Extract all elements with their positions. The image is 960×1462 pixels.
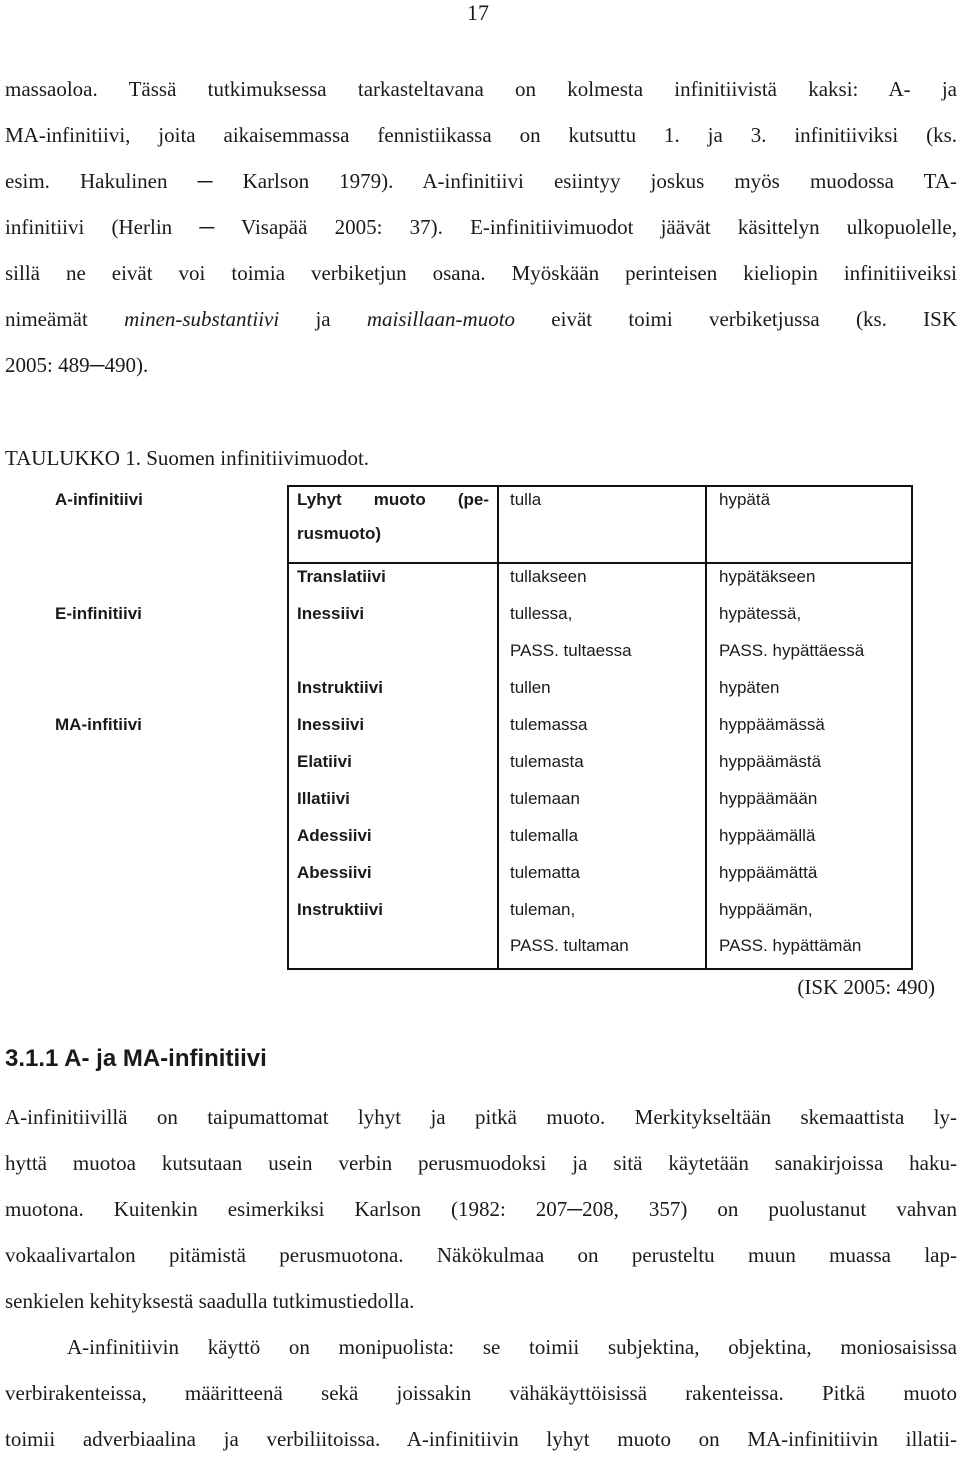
table-cell: hyppäämässä: [719, 715, 825, 734]
text-line: infinitiivi (Herlin ─ Visapää 2005: 37). E-infinitiivimuodot jäävät käsittelyn ulkopuolelle,: [5, 215, 957, 239]
text-line: [5, 296, 957, 342]
row-divider: [289, 562, 911, 564]
table-cell: tulemalla: [510, 826, 579, 845]
text-line: sillä ne eivät voi toimia verbiketjun osana. Myöskään perinteisen kieliopin infinitiiveiksi: [5, 261, 957, 285]
text-line: 2005: 489─490).: [5, 353, 149, 377]
table-cell: hyppäämän,: [719, 900, 813, 919]
table-row-label: Elatiivi: [297, 752, 352, 771]
table-cell: hyppäämättä: [719, 863, 818, 882]
table-cell: tulemassa: [510, 715, 588, 734]
table-cell: hyppäämään: [719, 789, 818, 808]
table-row-label: Inessiivi: [297, 604, 365, 623]
text-line: verbirakenteissa, määritteenä sekä joissakin vähäkäyttöisissä rakenteissa. Pitkä muoto: [5, 1381, 957, 1405]
text-line: A-infinitiivillä on taipumattomat lyhyt ja pitkä muoto. Merkitykseltään skemaattista ly-: [5, 1105, 957, 1129]
table-cell: tulemaan: [510, 789, 580, 808]
text-line: vokaalivartalon pitämistä perusmuotona. Näkökulmaa on perusteltu muun muassa lap-: [5, 1243, 957, 1267]
table-caption: TAULUKKO 1. Suomen infinitiivimuodot.: [5, 446, 370, 470]
text-line: massaoloa. Tässä tutkimuksessa tarkasteltavana on kolmesta infinitiivistä kaksi: A- ja: [5, 77, 957, 101]
table-row-label: Illatiivi: [297, 789, 350, 808]
text-line: esim. Hakulinen ─ Karlson 1979). A-infinitiivi esiintyy joskus myös muodossa TA-: [5, 169, 957, 193]
text-line: A-infinitiivin käyttö on monipuolista: se toimii subjektina, objektina, moniosaisissa: [67, 1335, 957, 1359]
section-heading: 3.1.1 A- ja MA-infinitiivi: [5, 1045, 267, 1072]
table-source-note: (ISK 2005: 490): [797, 975, 935, 999]
table-cell: tullakseen: [510, 567, 587, 586]
text-line: MA-infinitiivi, joita aikaisemmassa fennistiikassa on kutsuttu 1. ja 3. infinitiiviksi (ks.: [5, 123, 957, 147]
table-cell: tullessa,: [510, 604, 573, 623]
group-label-e-infinitive: E-infinitiivi: [55, 604, 142, 623]
text-line: hyttä muotoa kutsutaan usein verbin perusmuodoksi ja sitä käytetään sanakirjoissa haku-: [5, 1151, 957, 1175]
table-row-label: Instruktiivi: [297, 678, 383, 697]
table-cell: hyppäämällä: [719, 826, 816, 845]
table-cell: tuleman,: [510, 900, 576, 919]
group-label-ma-infinitive: MA-infitiivi: [55, 715, 142, 734]
table-cell: hypätä: [719, 490, 771, 509]
text-segment: eivät toimi verbiketjussa (ks. ISK: [515, 307, 957, 331]
table-row-label: Inessiivi: [297, 715, 365, 734]
text-line: toimii adverbiaalina ja verbiliitoissa. A-infinitiivin lyhyt muoto on MA-infinitiivin illatii-: [5, 1427, 957, 1451]
body-paragraph: [5, 1094, 957, 1324]
table-cell: PASS. hypättäessä: [719, 641, 865, 660]
table-cell: tulematta: [510, 863, 580, 882]
table-cell: PASS. tultaessa: [510, 641, 632, 660]
table-row-label: Translatiivi: [297, 567, 386, 586]
table-cell: tullen: [510, 678, 551, 697]
page-number: 17: [467, 0, 489, 25]
table-cell: hyppäämästä: [719, 752, 822, 771]
table-cell: tulla: [510, 490, 542, 509]
table-row-label: Adessiivi: [297, 826, 372, 845]
table-cell: PASS. tultaman: [510, 936, 629, 955]
table-cell: PASS. hypättämän: [719, 936, 862, 955]
column-divider: [705, 487, 707, 968]
text-segment: ja: [279, 307, 367, 331]
text-line: senkielen kehityksestä saadulla tutkimustiedolla.: [5, 1289, 415, 1313]
text-segment: nimeämät: [5, 307, 125, 331]
table-cell: hypätäkseen: [719, 567, 816, 586]
column-divider: [497, 487, 499, 968]
text-line: muotona. Kuitenkin esimerkiksi Karlson (1982: 207─208, 357) on puolustanut vahvan: [5, 1197, 957, 1221]
table-row-label: Instruktiivi: [297, 900, 383, 919]
intro-paragraph: [5, 66, 957, 388]
body-paragraph: [5, 1324, 957, 1462]
group-label-a-infinitive: A-infinitiivi: [55, 490, 143, 509]
table-cell: tulemasta: [510, 752, 584, 771]
italic-term: maisillaan-muoto: [366, 307, 516, 331]
table-cell: hypäten: [719, 678, 780, 697]
table-row-label: rusmuoto): [297, 524, 382, 543]
table-cell: hypätessä,: [719, 604, 802, 623]
table-row-label: Abessiivi: [297, 863, 372, 882]
table-row-label: Lyhyt muoto (pe-: [297, 490, 489, 509]
italic-term: minen-substantiivi: [124, 307, 280, 331]
